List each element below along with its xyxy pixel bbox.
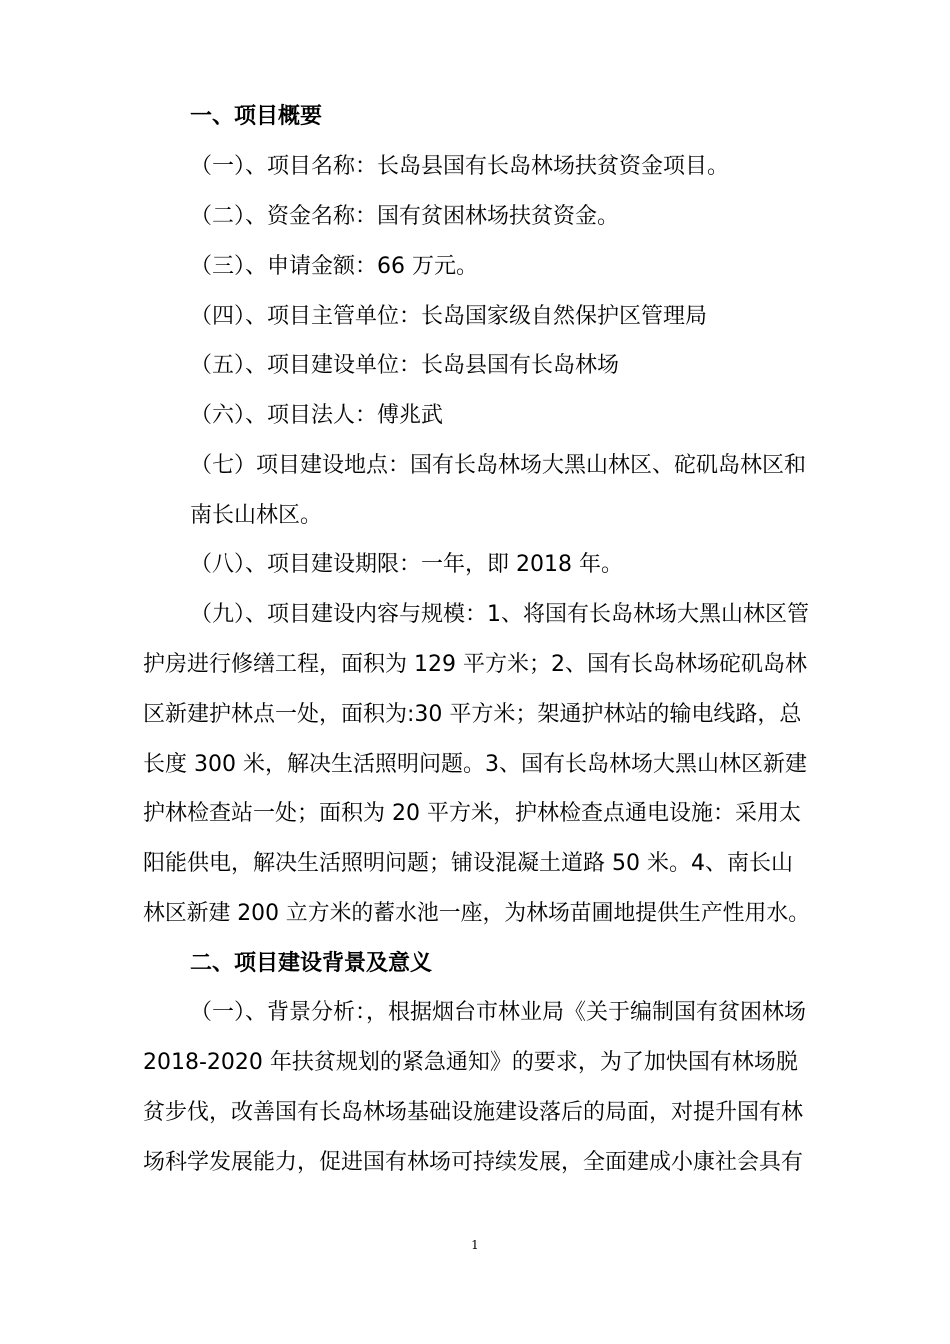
item-content-line: 区新建护林点一处，面积为:30 平方米；架通护林站的输电线路，总 (143, 702, 802, 727)
item-content-line: 林区新建 200 立方米的蓄水池一座，为林场苗圃地提供生产性用水。 (143, 901, 811, 926)
item-project-name: （一）、项目名称：长岛县国有长岛林场扶贫资金项目。 (190, 154, 730, 179)
item-location-line1: （七）项目建设地点：国有长岛林场大黑山林区、砣矶岛林区和 (190, 453, 807, 478)
item-content-line: 长度 300 米，解决生活照明问题。3、国有长岛林场大黑山林区新建 (143, 752, 807, 777)
page-number: 1 (471, 1238, 479, 1252)
background-line: 2018-2020 年扶贫规划的紧急通知》的要求，为了加快国有林场脱 (143, 1050, 798, 1075)
item-fund-name: （二）、资金名称：国有贫困林场扶贫资金。 (190, 204, 620, 229)
section-1-heading: 一、项目概要 (190, 104, 323, 129)
background-line: 贫步伐，改善国有长岛林场基础设施建设落后的局面，对提升国有林 (143, 1100, 804, 1125)
item-amount: （三）、申请金额：66 万元。 (190, 254, 478, 279)
item-legal-person: （六）、项目法人：傅兆武 (190, 403, 444, 428)
item-supervisor: （四）、项目主管单位：长岛国家级自然保护区管理局 (190, 304, 708, 329)
item-location-line2: 南长山林区。 (190, 503, 323, 528)
item-content-line: 阳能供电，解决生活照明问题；铺设混凝土道路 50 米。4、南长山 (143, 851, 793, 876)
section-2-heading: 二、项目建设背景及意义 (190, 951, 433, 976)
background-line: 场科学发展能力，促进国有林场可持续发展，全面建成小康社会具有 (143, 1150, 804, 1175)
item-content-line: 护林检查站一处；面积为 20 平方米，护林检查点通电设施：采用太 (143, 801, 801, 826)
item-builder: （五）、项目建设单位：长岛县国有长岛林场 (190, 353, 620, 378)
background-line: （一）、背景分析：，根据烟台市林业局《关于编制国有贫困林场 (190, 1000, 807, 1025)
item-content-line: （九）、项目建设内容与规模：1、将国有长岛林场大黑山林区管 (190, 602, 809, 627)
item-content-line: 护房进行修缮工程，面积为 129 平方米；2、国有长岛林场砣矶岛林 (143, 652, 807, 677)
item-period: （八）、项目建设期限：一年，即 2018 年。 (190, 552, 623, 577)
